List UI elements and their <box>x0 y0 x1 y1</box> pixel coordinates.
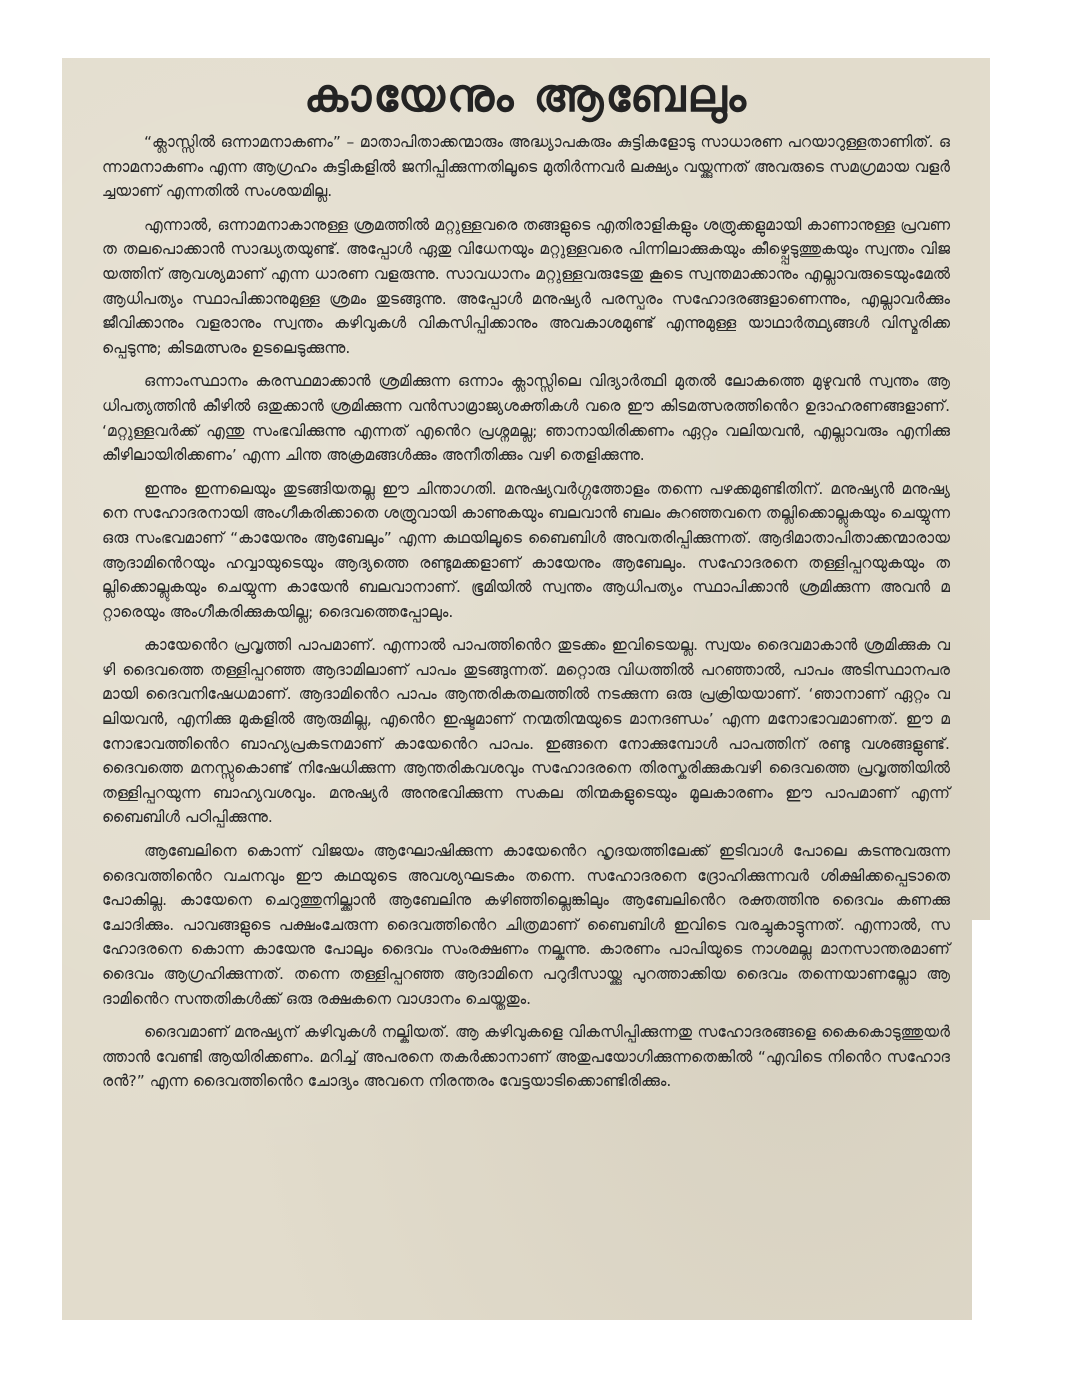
newspaper-clipping <box>62 58 990 1320</box>
article-paragraph-6: ആബേലിനെ കൊന്ന് വിജയം ആഘോഷിക്കുന്ന കായേൻെറ ഹൃദയത്തിലേക്ക് ഇടിവാൾ പോലെ കടന്നുവരുന്ന ദൈവത്തിൻെറ വചനവും ഈ കഥയുടെ അവശ്യഘടകം തന്നെ. സഹോദരനെ ദ്രോഹിക്കുന്നവർ ശിക്ഷിക്കപ്പെടാതെ പോകില്ല. കായേനെ ചെറുത്തുനില്ക്കാൻ ആബേലിനു കഴിഞ്ഞില്ലെങ്കിലും ആബേലിൻെറ രക്തത്തിനു ദൈവം കണക്കു ചോദിക്കും. പാവങ്ങളുടെ പക്ഷംചേരുന്ന ദൈവത്തിൻെറ ചിത്രമാണ് ബൈബിൾ ഇവിടെ വരച്ചുകാട്ടുന്നത്. എന്നാൽ, സഹോദരനെ കൊന്ന കായേനു പോലും ദൈവം സംരക്ഷണം നല്കുന്നു. കാരണം പാപിയുടെ നാശമല്ല മാനസാന്തരമാണ് ദൈവം ആഗ്രഹിക്കുന്നത്. തന്നെ തള്ളിപ്പറഞ്ഞ ആദാമിനെ പറുദീസായ്ക്കു പുറത്താക്കിയ ദൈവം തന്നെയാണല്ലോ ആദാമിൻെറ സന്തതികൾക്ക് ഒരു രക്ഷകനെ വാഗ്ദാനം ചെയ്തതും. <box>102 842 950 1008</box>
article-paragraph-4: ഇന്നും ഇന്നലെയും തുടങ്ങിയതല്ല ഈ ചിന്താഗതി. മനുഷ്യവർഗ്ഗത്തോളം തന്നെ പഴക്കമുണ്ടിതിന്. മനുഷ്യൻ മനുഷ്യനെ സഹോദരനായി അംഗീകരിക്കാതെ ശത്രുവായി കാണുകയും ബലവാൻ ബലം കുറഞ്ഞവനെ തല്ലിക്കൊല്ലുകയും ചെയ്യുന്ന ഒരു സംഭവമാണ് “കായേനും ആബേലും” എന്ന കഥയിലൂടെ ബൈബിൾ അവതരിപ്പിക്കുന്നത്. ആദിമാതാപിതാക്കന്മാരായ ആദാമിൻെറയും ഹവ്വായുടെയും ആദ്യത്തെ രണ്ടുമക്കളാണ് കായേനും ആബേലും. സഹോദരനെ തള്ളിപ്പറയുകയും തല്ലിക്കൊല്ലുകയും ചെയ്യുന്ന കായേൻ ബലവാനാണ്. ഭൂമിയിൽ സ്വന്തം ആധിപത്യം സ്ഥാപിക്കാൻ ശ്രമിക്കുന്ന അവൻ മറ്റാരെയും അംഗീകരിക്കുകയില്ല; ദൈവത്തെപ്പോലും. <box>102 479 950 621</box>
article-paragraph-7: ദൈവമാണ് മനുഷ്യന് കഴിവുകൾ നല്കിയത്. ആ കഴിവുകളെ വികസിപ്പിക്കുന്നതു സഹോദരങ്ങളെ കൈകൊടുത്തുയർത്താൻ വേണ്ടി ആയിരിക്കണം. മറിച്ച് അപരനെ തകർക്കാനാണ് അതുപയോഗിക്കുന്നതെങ്കിൽ “എവിടെ നിൻെറ സഹോദരൻ?” എന്ന ദൈവത്തിൻെറ ചോദ്യം അവനെ നിരന്തരം വേട്ടയാടിക്കൊണ്ടിരിക്കും. <box>102 1023 950 1091</box>
article-paragraph-1: “ക്ലാസ്സിൽ ഒന്നാമനാകണം” – മാതാപിതാക്കന്മാരും അദ്ധ്യാപകരും കുട്ടികളോടു സാധാരണ പറയാറുള്ളതാണിത്. ഒന്നാമനാകണം എന്ന ആഗ്രഹം കുട്ടികളിൽ ജനിപ്പിക്കുന്നതിലൂടെ മുതിർന്നവർ ലക്ഷ്യം വയ്ക്കുന്നത് അവരുടെ സമഗ്രമായ വളർച്ചയാണ് എന്നതിൽ സംശയമില്ല. <box>102 133 950 201</box>
article-paragraph-5: കായേൻെറ പ്രവൃത്തി പാപമാണ്. എന്നാൽ പാപത്തിൻെറ തുടക്കം ഇവിടെയല്ല. സ്വയം ദൈവമാകാൻ ശ്രമിക്കുക വഴി ദൈവത്തെ തള്ളിപ്പറഞ്ഞ ആദാമിലാണ് പാപം തുടങ്ങുന്നത്. മറ്റൊരു വിധത്തിൽ പറഞ്ഞാൽ, പാപം അടിസ്ഥാനപരമായി ദൈവനിഷേധമാണ്. ആദാമിൻെറ പാപം ആന്തരികതലത്തിൽ നടക്കുന്ന ഒരു പ്രക്രിയയാണ്. ‘ഞാനാണ് ഏറ്റം വലിയവൻ, എനിക്കു മുകളിൽ ആരുമില്ല, എൻെറ ഇഷ്ടമാണ് നന്മതിന്മയുടെ മാനദണ്ഡം’ എന്ന മനോഭാവമാണത്. ഈ മനോഭാവത്തിൻെറ ബാഹ്യപ്രകടനമാണ് കായേൻെറ പാപം. ഇങ്ങനെ നോക്കുമ്പോൾ പാപത്തിന് രണ്ടു വശങ്ങളുണ്ട്. ദൈവത്തെ മനസ്സുകൊണ്ട് നിഷേധിക്കുന്ന ആന്തരികവശവും സഹോദരനെ തിരസ്കരിക്കുകവഴി ദൈവത്തെ പ്രവൃത്തിയിൽ തള്ളിപ്പറയുന്ന ബാഹ്യവശവും. മനുഷ്യർ അനുഭവിക്കുന്ന സകല തിന്മകളുടെയും മൂലകാരണം ഈ പാപമാണ് എന്ന് ബൈബിൾ പഠിപ്പിക്കുന്നു. <box>102 636 950 827</box>
clipping-edge-cutout <box>972 920 990 1320</box>
article-paragraph-3: ഒന്നാംസ്ഥാനം കരസ്ഥമാക്കാൻ ശ്രമിക്കുന്ന ഒന്നാം ക്ലാസ്സിലെ വിദ്യാർത്ഥി മുതൽ ലോകത്തെ മുഴുവൻ സ്വന്തം ആധിപത്യത്തിൻ കീഴിൽ ഒതുക്കാൻ ശ്രമിക്കുന്ന വൻസാമ്രാജ്യശക്തികൾ വരെ ഈ കിടമത്സരത്തിൻെറ ഉദാഹരണങ്ങളാണ്. ‘മറ്റുള്ളവർക്ക് എന്തു സംഭവിക്കുന്നു എന്നത് എൻെറ പ്രശ്നമല്ല; ഞാനായിരിക്കണം ഏറ്റം വലിയവൻ, എല്ലാവരും എനിക്കു കീഴിലായിരിക്കണം’ എന്ന ചിന്ത അക്രമങ്ങൾക്കും അനീതിക്കും വഴി തെളിക്കുന്നു. <box>102 372 950 465</box>
article-paragraph-2: എന്നാൽ, ഒന്നാമനാകാനുള്ള ശ്രമത്തിൽ മറ്റുള്ളവരെ തങ്ങളുടെ എതിരാളികളും ശത്രുക്കളുമായി കാണാനുള്ള പ്രവണത തലപൊക്കാൻ സാദ്ധ്യതയുണ്ട്. അപ്പോൾ ഏതു വിധേനയും മറ്റുള്ളവരെ പിന്നിലാക്കുകയും കീഴ്പ്പെടുത്തുകയും സ്വന്തം വിജയത്തിന് ആവശ്യമാണ് എന്ന ധാരണ വളരുന്നു. സാവധാനം മറ്റുള്ളവരുടേതു കൂടെ സ്വന്തമാക്കാനും എല്ലാവരുടെയുംമേൽ ആധിപത്യം സ്ഥാപിക്കാനുമുള്ള ശ്രമം തുടങ്ങുന്നു. അപ്പോൾ മനുഷ്യർ പരസ്പരം സഹോദരങ്ങളാണെന്നും, എല്ലാവർക്കും ജീവിക്കാനും വളരാനും സ്വന്തം കഴിവുകൾ വികസിപ്പിക്കാനും അവകാശമുണ്ട് എന്നുമുള്ള യാഥാർത്ഥ്യങ്ങൾ വിസ്മരിക്കപ്പെടുന്നു; കിടമത്സരം ഉടലെടുക്കുന്നു. <box>102 215 950 357</box>
article-title: കായേനും ആബേലും <box>304 68 748 122</box>
